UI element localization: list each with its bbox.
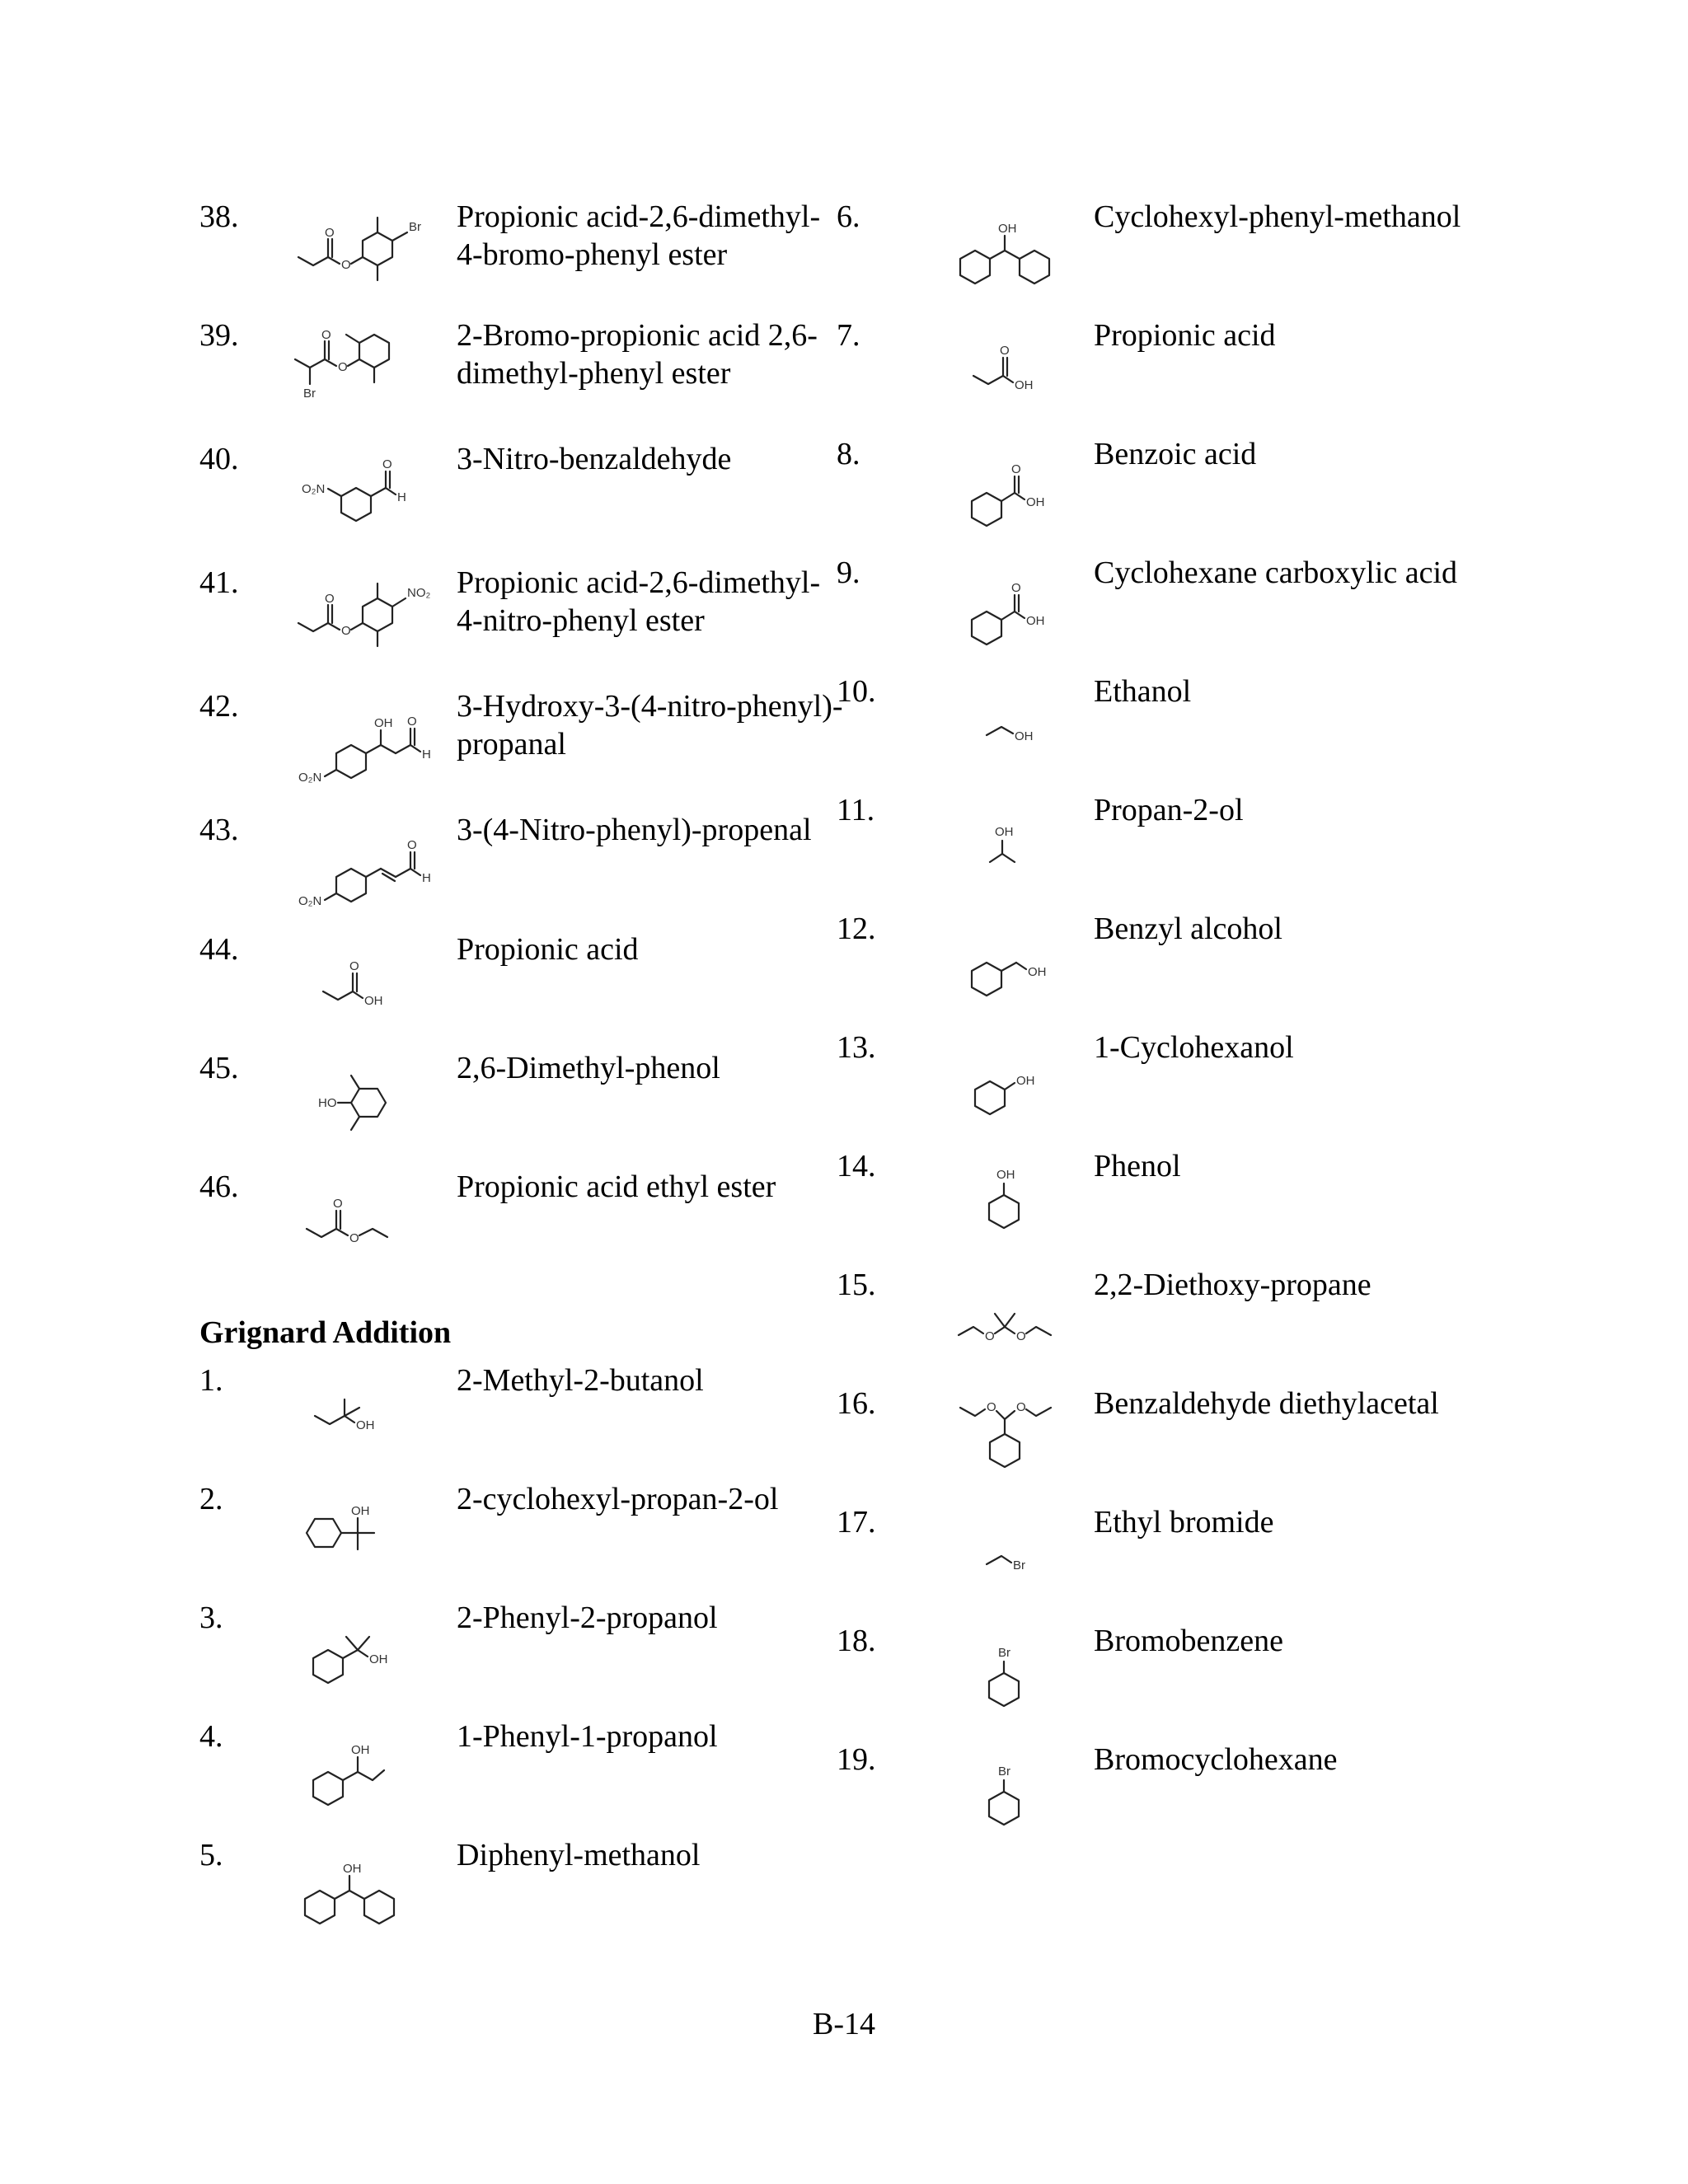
bromocyclohexane-structure-icon: [919, 1742, 1084, 1854]
svg-text:O: O: [338, 360, 348, 374]
compound-name: Phenol: [1094, 1149, 1181, 1183]
list-item: [837, 435, 1479, 551]
list-item: [199, 1049, 842, 1165]
list-item: [837, 791, 1479, 907]
aldol-structure-icon: [282, 689, 447, 801]
svg-text:OH: OH: [1026, 614, 1045, 628]
list-item: [837, 1147, 1479, 1263]
section-heading: Grignard Addition: [199, 1315, 452, 1350]
svg-text:Br: Br: [1013, 1558, 1025, 1572]
compound-name: Propionic acid: [457, 932, 639, 967]
svg-text:O: O: [985, 1329, 995, 1343]
ethyl-bromide-structure-icon: [919, 1505, 1084, 1617]
benzaldehyde-acetal-structure-icon: [919, 1386, 1084, 1498]
compound-name: 3-Nitro-benzaldehyde: [457, 442, 732, 476]
cyclohexylpropanol-structure-icon: [282, 1482, 447, 1594]
svg-text:OH: OH: [995, 825, 1014, 839]
svg-text:OH: OH: [998, 222, 1017, 236]
item-number: 42.: [199, 689, 239, 724]
isopropanol-structure-icon: [919, 793, 1084, 905]
list-item: [199, 1718, 842, 1833]
compound-name: Benzyl alcohol: [1094, 912, 1282, 946]
propionic-acid-structure-icon: [919, 318, 1084, 430]
item-number: 1.: [199, 1363, 223, 1398]
cyclohexanecarboxylic-acid-structure-icon: [919, 555, 1084, 668]
list-item: [837, 1266, 1479, 1381]
compound-name: 2,6-Dimethyl-phenol: [457, 1051, 720, 1085]
list-item: [837, 198, 1479, 313]
item-number: 44.: [199, 932, 239, 967]
item-number: 16.: [837, 1386, 876, 1421]
phenylpropanol-structure-icon: [282, 1601, 447, 1713]
benzyl-alcohol-structure-icon: [919, 912, 1084, 1024]
item-number: 43.: [199, 813, 239, 847]
list-item: [837, 316, 1479, 432]
item-number: 14.: [837, 1149, 876, 1183]
svg-text:O: O: [333, 1197, 343, 1211]
compound-name: 2-Bromo-propionic acid 2,6-dimethyl-phenyl ester: [457, 318, 818, 391]
list-item: [837, 1029, 1479, 1144]
enal-structure-icon: [282, 813, 447, 925]
compound-name: 2-Phenyl-2-propanol: [457, 1601, 718, 1635]
svg-text:O: O: [987, 1400, 996, 1414]
item-number: 40.: [199, 442, 239, 476]
list-item: [199, 930, 842, 1046]
item-number: 4.: [199, 1719, 223, 1754]
svg-text:OH: OH: [1026, 495, 1045, 509]
phenyl-1-propanol-structure-icon: [282, 1719, 447, 1831]
item-number: 45.: [199, 1051, 239, 1085]
item-number: 5.: [199, 1838, 223, 1872]
compound-name: Propionic acid: [1094, 318, 1276, 353]
svg-text:O: O: [341, 624, 351, 638]
svg-text:O: O: [407, 715, 417, 729]
compound-name: 2-Methyl-2-butanol: [457, 1363, 704, 1398]
diethoxypropane-structure-icon: [919, 1268, 1084, 1380]
item-number: 17.: [837, 1505, 876, 1540]
compound-name: 1-Cyclohexanol: [1094, 1030, 1294, 1065]
svg-text:O: O: [407, 838, 417, 852]
item-number: 46.: [199, 1169, 239, 1204]
svg-text:H: H: [422, 871, 431, 885]
svg-text:OH: OH: [356, 1418, 375, 1432]
svg-text:H: H: [422, 748, 431, 762]
list-item: [199, 1168, 842, 1283]
svg-text:O₂N: O₂N: [298, 771, 322, 785]
item-number: 15.: [837, 1268, 876, 1302]
svg-text:O: O: [349, 959, 359, 973]
cyclohexylphenylmethanol-structure-icon: [919, 199, 1084, 312]
compound-name: 3-(4-Nitro-phenyl)-propenal: [457, 813, 812, 847]
aryl-ester-bromo-structure-icon: [282, 199, 447, 312]
list-item: [199, 1361, 842, 1477]
compound-name: Benzaldehyde diethylacetal: [1094, 1386, 1439, 1421]
item-number: 8.: [837, 437, 860, 471]
item-number: 11.: [837, 793, 875, 827]
nitrobenzaldehyde-structure-icon: [282, 442, 447, 554]
list-item: [837, 1741, 1479, 1856]
compound-name: Cyclohexyl-phenyl-methanol: [1094, 199, 1461, 234]
item-number: 10.: [837, 674, 876, 709]
cyclohexanol-structure-icon: [919, 1030, 1084, 1142]
svg-text:OH: OH: [1015, 729, 1034, 743]
svg-text:OH: OH: [1015, 378, 1034, 392]
item-number: 18.: [837, 1624, 876, 1658]
item-number: 41.: [199, 565, 239, 600]
list-item: [837, 673, 1479, 788]
svg-text:O: O: [321, 328, 331, 342]
svg-text:OH: OH: [351, 1504, 370, 1518]
svg-text:NO₂: NO₂: [407, 586, 431, 600]
list-item: [199, 687, 842, 803]
list-item: [199, 1480, 842, 1596]
item-number: 19.: [837, 1742, 876, 1777]
svg-text:O: O: [1016, 1329, 1026, 1343]
svg-text:OH: OH: [1028, 965, 1047, 979]
item-number: 7.: [837, 318, 860, 353]
methylbutanol-structure-icon: [282, 1363, 447, 1475]
svg-text:O: O: [1000, 344, 1010, 358]
svg-text:O: O: [325, 226, 335, 240]
benzoic-acid-structure-icon: [919, 437, 1084, 549]
compound-name: 1-Phenyl-1-propanol: [457, 1719, 718, 1754]
item-number: 2.: [199, 1482, 223, 1516]
item-number: 9.: [837, 555, 860, 590]
item-number: 12.: [837, 912, 876, 946]
svg-text:O: O: [1011, 462, 1021, 476]
svg-text:O: O: [382, 457, 392, 471]
page-number: B-14: [813, 2007, 875, 2041]
svg-text:Br: Br: [303, 387, 316, 401]
compound-name: Ethyl bromide: [1094, 1505, 1274, 1540]
compound-name: Bromocyclohexane: [1094, 1742, 1338, 1777]
svg-text:OH: OH: [369, 1652, 388, 1666]
compound-name: Propionic acid ethyl ester: [457, 1169, 776, 1204]
list-item: [199, 1836, 842, 1952]
svg-text:O: O: [1016, 1400, 1026, 1414]
svg-text:OH: OH: [364, 994, 383, 1008]
compound-name: Propan-2-ol: [1094, 793, 1244, 827]
compound-name: 2-cyclohexyl-propan-2-ol: [457, 1482, 779, 1516]
list-item: [199, 198, 842, 313]
list-item: [199, 316, 842, 432]
aryl-ester-nitro-structure-icon: [282, 565, 447, 677]
svg-text:OH: OH: [996, 1168, 1015, 1182]
item-number: 13.: [837, 1030, 876, 1065]
bromo-aryl-ester-structure-icon: [282, 318, 447, 430]
compound-name: 2,2-Diethoxy-propane: [1094, 1268, 1372, 1302]
ethyl-propionate-structure-icon: [282, 1169, 447, 1282]
compound-name: Benzoic acid: [1094, 437, 1257, 471]
svg-text:OH: OH: [1016, 1074, 1035, 1088]
item-number: 39.: [199, 318, 239, 353]
svg-text:Br: Br: [998, 1765, 1010, 1779]
list-item: [199, 564, 842, 679]
ethanol-structure-icon: [919, 674, 1084, 786]
svg-text:Br: Br: [409, 220, 421, 234]
svg-text:Br: Br: [998, 1646, 1010, 1660]
svg-text:OH: OH: [351, 1743, 370, 1757]
compound-name: Bromobenzene: [1094, 1624, 1284, 1658]
phenol-structure-icon: [919, 1149, 1084, 1261]
compound-name: Diphenyl-methanol: [457, 1838, 701, 1872]
svg-text:O₂N: O₂N: [302, 482, 326, 496]
svg-text:O: O: [1011, 581, 1021, 595]
svg-text:O₂N: O₂N: [298, 894, 322, 908]
compound-name: 3-Hydroxy-3-(4-nitro-phenyl)-propanal: [457, 689, 843, 762]
list-item: [837, 1385, 1479, 1500]
svg-text:OH: OH: [374, 716, 393, 730]
item-number: 3.: [199, 1601, 223, 1635]
dimethylphenol-structure-icon: [282, 1051, 447, 1163]
svg-text:O: O: [349, 1231, 359, 1245]
diphenylmethanol-structure-icon: [282, 1838, 447, 1950]
list-item: [199, 811, 842, 926]
compound-name: Propionic acid-2,6-dimethyl-4-nitro-phenyl ester: [457, 565, 821, 638]
propionic-acid-structure-icon: [282, 932, 447, 1044]
item-number: 38.: [199, 199, 239, 234]
item-number: 6.: [837, 199, 860, 234]
compound-name: Propionic acid-2,6-dimethyl-4-bromo-phenyl ester: [457, 199, 821, 272]
svg-text:HO: HO: [318, 1096, 337, 1110]
svg-text:OH: OH: [343, 1862, 362, 1876]
compound-name: Ethanol: [1094, 674, 1192, 709]
list-item: [837, 910, 1479, 1025]
compound-name: Cyclohexane carboxylic acid: [1094, 555, 1458, 590]
svg-text:H: H: [397, 490, 406, 504]
svg-text:O: O: [341, 258, 351, 272]
list-item: [837, 1622, 1479, 1737]
list-item: [199, 1599, 842, 1714]
list-item: [199, 440, 842, 555]
svg-text:O: O: [325, 592, 335, 606]
bromobenzene-structure-icon: [919, 1624, 1084, 1736]
list-item: [837, 1503, 1479, 1619]
list-item: [837, 554, 1479, 669]
